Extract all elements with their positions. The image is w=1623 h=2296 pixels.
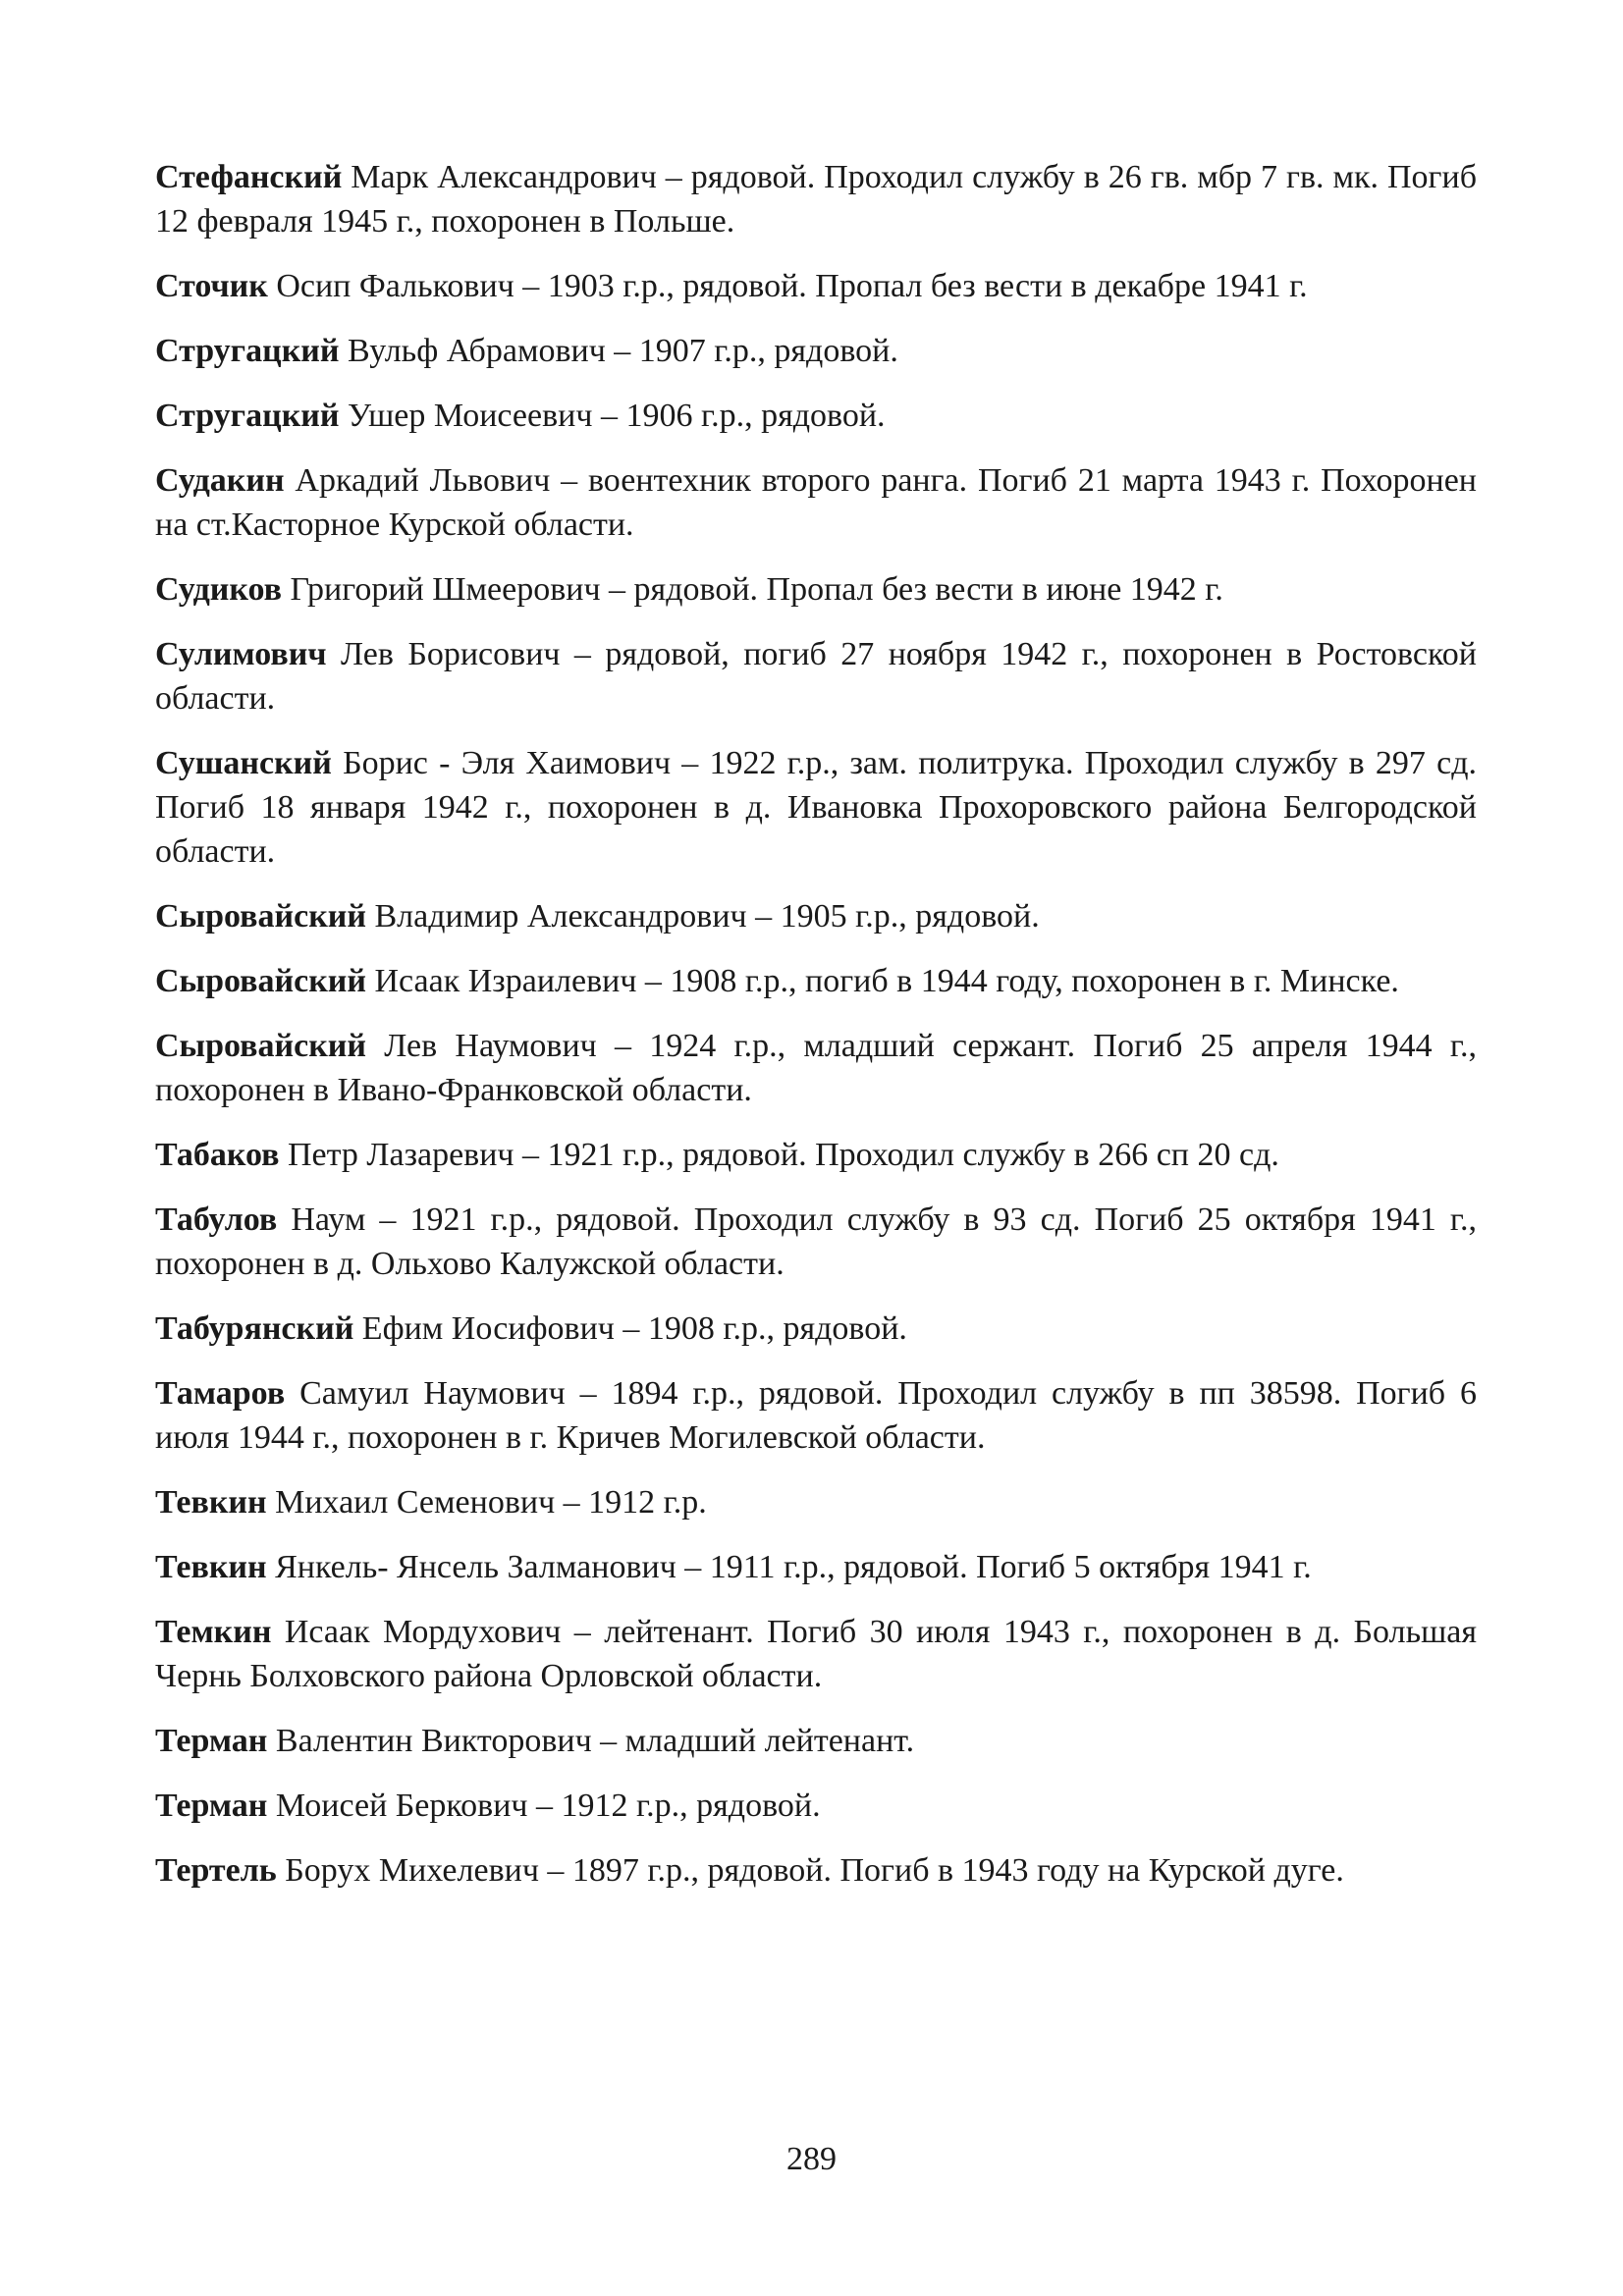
- list-item: [155, 1307, 1477, 1351]
- entry-surname: Сушанский: [155, 745, 332, 781]
- entry-text: Вульф Абрамович – 1907 г.р., рядовой.: [339, 333, 898, 369]
- list-item: [155, 1784, 1477, 1828]
- list-item: [155, 567, 1477, 612]
- list-item: [155, 1024, 1477, 1112]
- entry-text: Владимир Александрович – 1905 г.р., рядовой.: [365, 898, 1040, 934]
- entry-text: Борис - Эля Хаимович – 1922 г.р., зам. политрука. Проходил службу в 297 сд. Погиб 18 января 1942 г., похоронен в д. Ивановка Прохоровского района Белгородской области.: [155, 745, 1477, 870]
- entry-list: [155, 155, 1477, 1913]
- list-item: [155, 1371, 1477, 1460]
- entry-surname: Табулов: [155, 1201, 278, 1238]
- entry-surname: Тамаров: [155, 1375, 286, 1412]
- list-item: [155, 264, 1477, 308]
- list-item: [155, 1198, 1477, 1286]
- list-item: [155, 1133, 1477, 1177]
- entry-text: Борух Михелевич – 1897 г.р., рядовой. Погиб в 1943 году на Курской дуге.: [276, 1852, 1344, 1889]
- entry-text: Наум – 1921 г.р., рядовой. Проходил службу в 93 сд. Погиб 25 октября 1941 г., похоронен в д. Ольхово Калужской области.: [155, 1201, 1477, 1282]
- entry-text: Ефим Иосифович – 1908 г.р., рядовой.: [353, 1310, 907, 1347]
- entry-surname: Стефанский: [155, 159, 343, 195]
- page-number: 289: [786, 2141, 837, 2177]
- entry-surname: Терман: [155, 1788, 268, 1824]
- entry-text: Григорий Шмеерович – рядовой. Пропал без вести в июне 1942 г.: [282, 571, 1223, 608]
- list-item: [155, 155, 1477, 243]
- entry-text: Самуил Наумович – 1894 г.р., рядовой. Проходил службу в пп 38598. Погиб 6 июля 1944 г., похоронен в г. Кричев Могилевской области.: [155, 1375, 1477, 1456]
- list-item: [155, 741, 1477, 874]
- list-item: [155, 894, 1477, 938]
- entry-surname: Терман: [155, 1723, 268, 1759]
- entry-text: Янкель- Янсель Залманович – 1911 г.р., рядовой. Погиб 5 октября 1941 г.: [266, 1549, 1312, 1585]
- entry-surname: Сулимович: [155, 636, 327, 672]
- entry-surname: Сточик: [155, 268, 268, 304]
- entry-text: Аркадий Львович – воентехник второго ранга. Погиб 21 марта 1943 г. Похоронен на ст.Касторное Курской области.: [155, 462, 1477, 543]
- entry-surname: Табурянский: [155, 1310, 354, 1347]
- entry-surname: Стругацкий: [155, 333, 340, 369]
- entry-surname: Стругацкий: [155, 398, 340, 434]
- entry-surname: Тертель: [155, 1852, 277, 1889]
- entry-text: Михаил Семенович – 1912 г.р.: [266, 1484, 707, 1521]
- entry-surname: Сыровайский: [155, 898, 366, 934]
- entry-surname: Тевкин: [155, 1484, 267, 1521]
- list-item: [155, 458, 1477, 547]
- entry-surname: Табаков: [155, 1137, 280, 1173]
- list-item: [155, 1545, 1477, 1589]
- entry-text: Лев Наумович – 1924 г.р., младший сержант. Погиб 25 апреля 1944 г., похоронен в Ивано-Франковской области.: [155, 1028, 1477, 1108]
- entry-surname: Сыровайский: [155, 963, 366, 999]
- entry-surname: Судиков: [155, 571, 283, 608]
- entry-text: Валентин Викторович – младший лейтенант.: [267, 1723, 915, 1759]
- entry-text: Лев Борисович – рядовой, погиб 27 ноября 1942 г., похоронен в Ростовской области.: [155, 636, 1477, 717]
- entry-text: Моисей Беркович – 1912 г.р., рядовой.: [267, 1788, 821, 1824]
- entry-surname: Судакин: [155, 462, 285, 499]
- list-item: [155, 1848, 1477, 1893]
- list-item: [155, 1719, 1477, 1763]
- entry-text: Исаак Израилевич – 1908 г.р., погиб в 1944 году, похоронен в г. Минске.: [365, 963, 1399, 999]
- list-item: [155, 632, 1477, 721]
- entry-text: Исаак Мордухович – лейтенант. Погиб 30 июля 1943 г., похоронен в д. Большая Чернь Болховского района Орловской области.: [155, 1614, 1477, 1694]
- list-item: [155, 959, 1477, 1003]
- entry-surname: Тевкин: [155, 1549, 267, 1585]
- entry-text: Петр Лазаревич – 1921 г.р., рядовой. Проходил службу в 266 сп 20 сд.: [279, 1137, 1279, 1173]
- entry-text: Марк Александрович – рядовой. Проходил службу в 26 гв. мбр 7 гв. мк. Погиб 12 февраля 1945 г., похоронен в Польше.: [155, 159, 1477, 240]
- entry-surname: Сыровайский: [155, 1028, 366, 1064]
- list-item: [155, 1610, 1477, 1698]
- list-item: [155, 394, 1477, 438]
- list-item: [155, 329, 1477, 373]
- entry-text: Ушер Моисеевич – 1906 г.р., рядовой.: [339, 398, 886, 434]
- entry-text: Осип Фалькович – 1903 г.р., рядовой. Пропал без вести в декабре 1941 г.: [267, 268, 1308, 304]
- list-item: [155, 1480, 1477, 1524]
- entry-surname: Темкин: [155, 1614, 272, 1650]
